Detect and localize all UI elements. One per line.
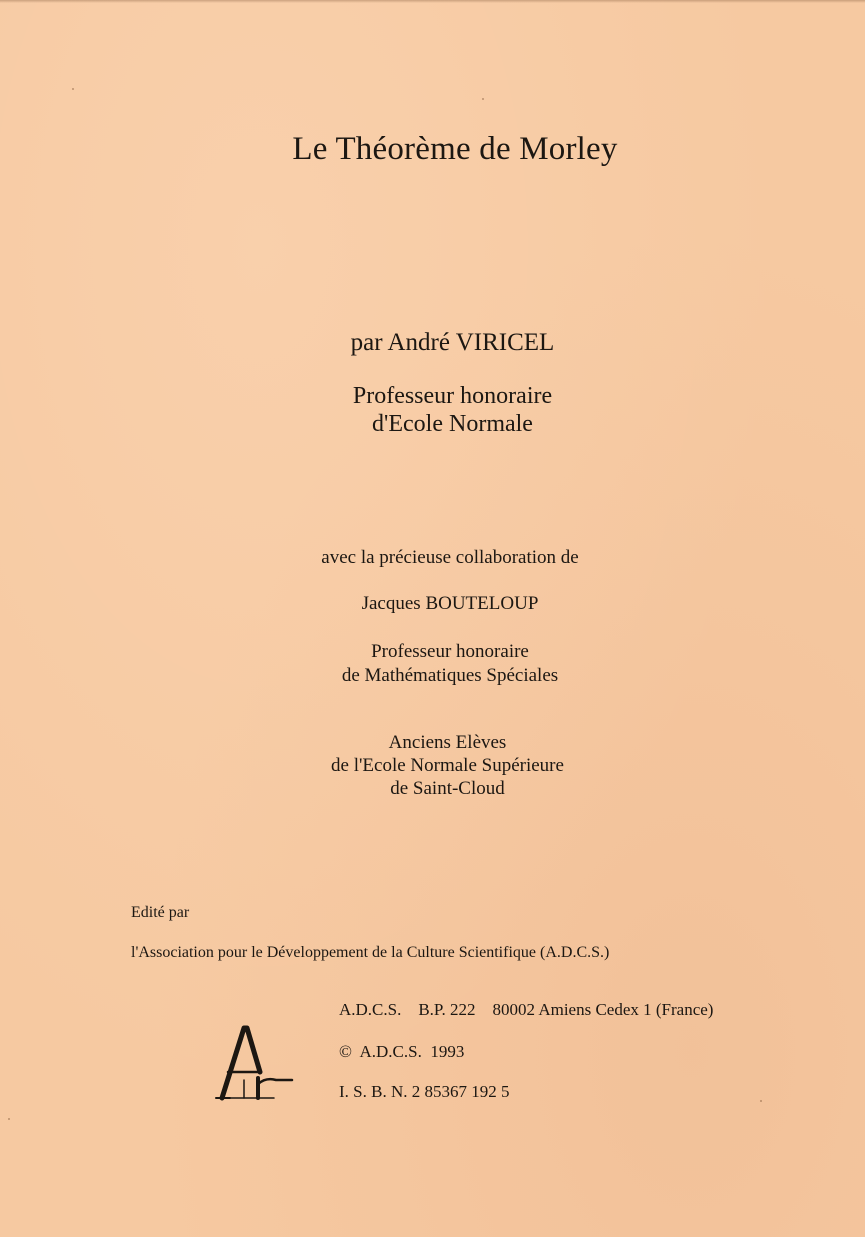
collaboration-intro: avec la précieuse collaboration de [321,547,579,568]
paper-speck [8,1118,10,1120]
publisher-address: A.D.C.S. B.P. 222 80002 Amiens Cedex 1 (France) [339,1000,714,1019]
adcs-monogram-logo-icon [214,1022,294,1102]
isbn-number: I. S. B. N. 2 85367 192 5 [339,1082,510,1101]
alumni-line: de Saint-Cloud [390,778,505,799]
collaborator-name: Jacques BOUTELOUP [361,593,539,614]
alumni-line: Anciens Elèves [388,732,507,753]
publisher-association: l'Association pour le Développement de la Culture Scientifique (A.D.C.S.) [131,944,610,961]
author-role [0,382,865,438]
collaborator-role-line: Professeur honoraire [371,641,529,662]
copyright-notice: © A.D.C.S. 1993 [339,1042,465,1061]
author-role-line: d'Ecole Normale [372,411,533,437]
paper-speck [482,98,484,100]
page-top-edge [0,0,865,3]
book-title: Le Théorème de Morley [292,131,618,167]
collaborator-role [0,640,865,688]
paper-speck [760,1100,762,1102]
author-role-line: Professeur honoraire [352,383,553,409]
collaborator-role-line: de Mathématiques Spéciales [341,665,559,686]
alumni-note [0,731,865,800]
author-line: par André VIRICEL [350,329,555,356]
edited-by-label: Edité par [131,904,190,921]
alumni-line: de l'Ecole Normale Supérieure [331,755,564,776]
paper-speck [72,88,74,90]
